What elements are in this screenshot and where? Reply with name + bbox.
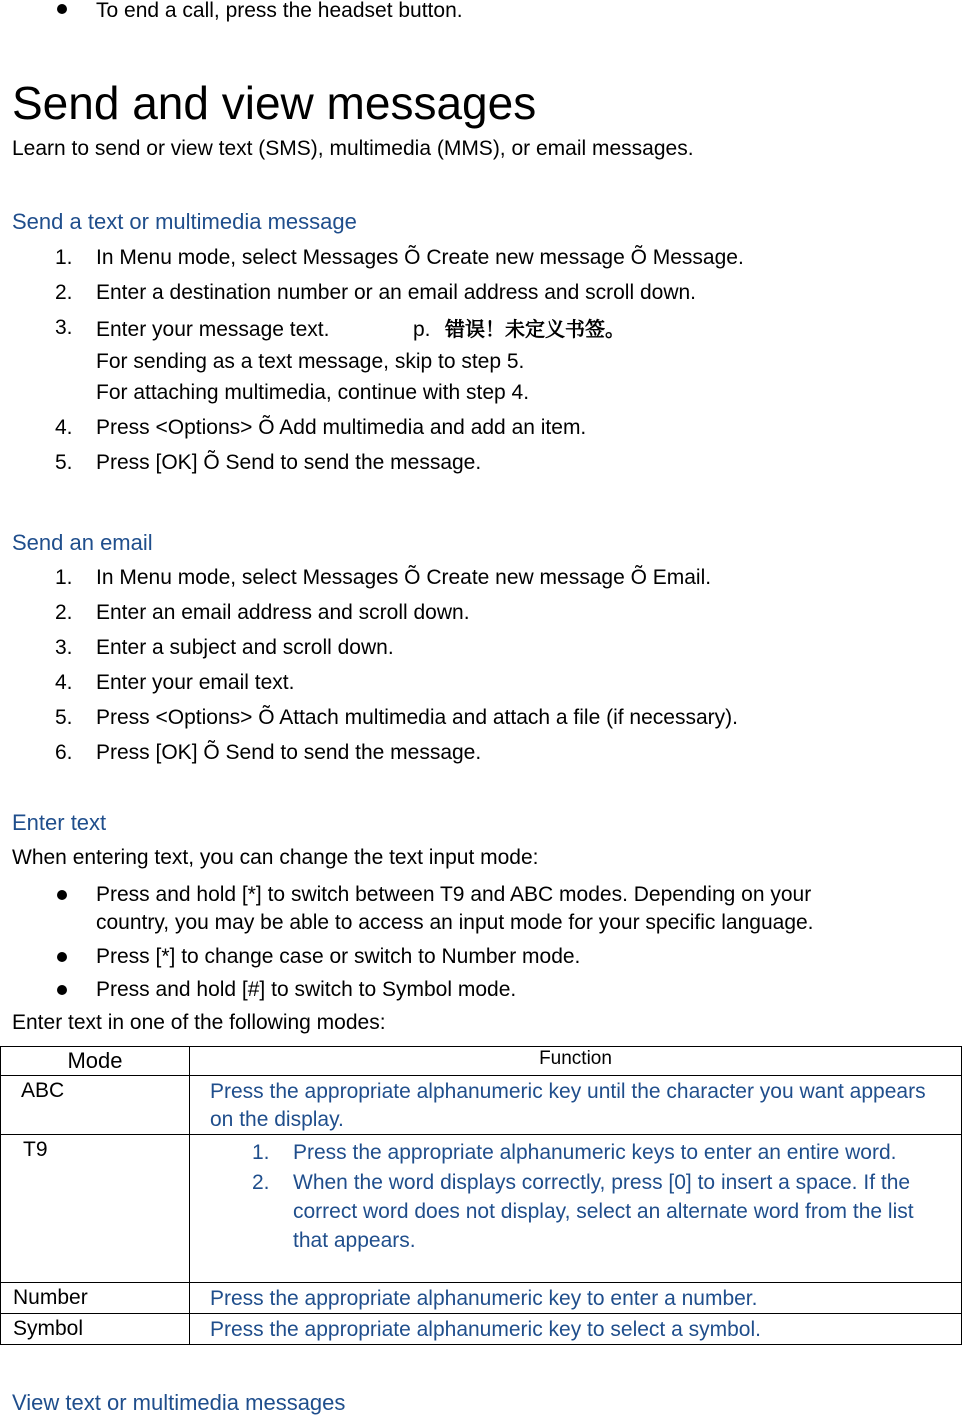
bullet-text-continued: country, you may be able to access an input mode for your specific language. [96, 911, 814, 934]
page-reference: p. [413, 318, 431, 341]
step-number: 2. [55, 281, 73, 304]
column-header-mode: Mode [1, 1047, 190, 1076]
function-cell: Press the appropriate alphanumeric key until the character you want appears on the display. [190, 1076, 962, 1135]
list-item [190, 1138, 951, 1167]
top-bullet-text: To end a call, press the headset button. [96, 0, 463, 22]
enter-text-intro: When entering text, you can change the text input mode: [12, 846, 539, 869]
step-text: Press [OK] Õ Send to send the message. [96, 741, 482, 764]
step-number: 1. [55, 566, 73, 589]
mode-cell: Symbol [1, 1314, 190, 1345]
list-item-text: When the word displays correctly, press [0] to insert a space. If the correct word does not display, select an alternate word from the list that appears. [293, 1171, 914, 1252]
step-text: Press <Options> Õ Add multimedia and add an item. [96, 416, 587, 439]
step-number: 4. [55, 416, 73, 439]
list-item-number: 1. [252, 1141, 270, 1164]
bullet-dot [57, 4, 67, 14]
bullet-text: Press [*] to change case or switch to Number mode. [96, 945, 581, 968]
function-cell: Press the appropriate alphanumeric key to select a symbol. [190, 1314, 962, 1345]
table-row [1, 1135, 962, 1283]
step-text: Enter a destination number or an email address and scroll down. [96, 281, 696, 304]
list-item-number: 2. [252, 1171, 270, 1194]
step-text: In Menu mode, select Messages Õ Create new message Õ Email. [96, 566, 712, 589]
step-number: 5. [55, 706, 73, 729]
step-text: Enter a subject and scroll down. [96, 636, 394, 659]
table-row [1, 1076, 962, 1135]
step-number: 5. [55, 451, 73, 474]
section-heading-send-email: Send an email [12, 530, 153, 555]
step-number: 4. [55, 671, 73, 694]
bullet-text: Press and hold [#] to switch to Symbol mode. [96, 978, 517, 1001]
table-intro: Enter text in one of the following modes: [12, 1011, 386, 1034]
step-text: Enter your email text. [96, 671, 295, 694]
step-number: 2. [55, 601, 73, 624]
step-text: For attaching multimedia, continue with step 4. [96, 381, 530, 404]
step-text: In Menu mode, select Messages Õ Create new message Õ Message. [96, 246, 744, 269]
table-row [1, 1283, 962, 1314]
input-modes-table [0, 1046, 962, 1345]
column-header-function: Function [190, 1047, 962, 1076]
step-text: Enter your message text. [96, 318, 330, 341]
step-text: Enter an email address and scroll down. [96, 601, 470, 624]
bullet-text: Press and hold [*] to switch between T9 and ABC modes. Depending on your [96, 883, 812, 906]
section-heading-view-messages: View text or multimedia messages [12, 1390, 346, 1415]
section-heading-send-text: Send a text or multimedia message [12, 209, 357, 234]
bullet-dot [57, 985, 67, 995]
table-header-row [1, 1047, 962, 1076]
intro-text: Learn to send or view text (SMS), multimedia (MMS), or email messages. [12, 137, 694, 160]
step-number: 3. [55, 316, 73, 339]
step-text: For sending as a text message, skip to step 5. [96, 350, 525, 373]
step-number: 6. [55, 741, 73, 764]
step-number: 1. [55, 246, 73, 269]
step-text: Press <Options> Õ Attach multimedia and attach a file (if necessary). [96, 706, 738, 729]
mode-cell: Number [1, 1283, 190, 1314]
page-title: Send and view messages [12, 77, 537, 129]
step-number: 3. [55, 636, 73, 659]
step-text: Press [OK] Õ Send to send the message. [96, 451, 482, 474]
table-row [1, 1314, 962, 1345]
mode-cell: T9 [1, 1135, 190, 1283]
bookmark-error-text: 错误！未定义书签。 [445, 317, 625, 341]
bullet-dot [57, 952, 67, 962]
function-cell: Press the appropriate alphanumeric key to enter a number. [190, 1283, 962, 1314]
section-heading-enter-text: Enter text [12, 810, 107, 835]
list-item [190, 1168, 951, 1255]
bullet-dot [57, 890, 67, 900]
function-cell [190, 1135, 962, 1283]
list-item-text: Press the appropriate alphanumeric keys to enter an entire word. [293, 1141, 897, 1164]
mode-cell: ABC [1, 1076, 190, 1135]
